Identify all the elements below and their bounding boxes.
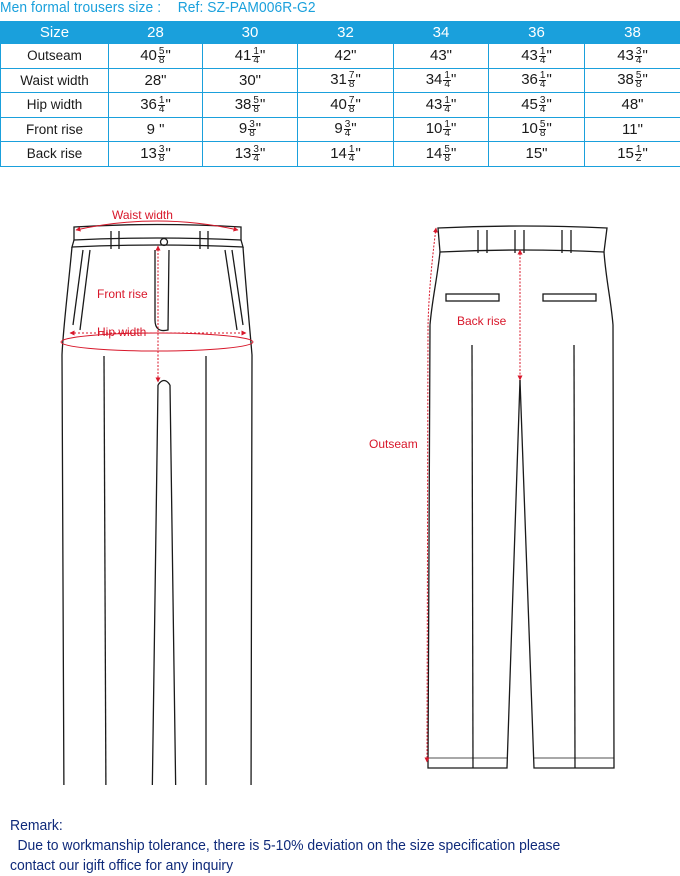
fraction-numerator: 1 — [253, 45, 259, 57]
size-row — [1, 44, 680, 69]
inch-mark: " — [446, 47, 452, 65]
hip-width-ellipse — [61, 333, 253, 351]
fraction-numerator: 5 — [539, 119, 546, 131]
measurement-cell — [109, 68, 203, 93]
measurement-cell — [585, 68, 680, 93]
whole-value: 15 — [617, 144, 634, 162]
inch-mark: " — [255, 120, 262, 138]
front-view-trousers — [62, 225, 252, 786]
remark-section — [10, 816, 560, 876]
size-row — [1, 117, 680, 142]
measurement-cell — [394, 68, 489, 93]
inch-mark: " — [355, 95, 361, 113]
whole-value: 14 — [425, 144, 443, 162]
front-crease-left — [104, 356, 106, 785]
whole-value: 38 — [234, 95, 252, 113]
fraction-numerator: 1 — [444, 119, 450, 131]
measurement-cell — [585, 117, 680, 142]
fraction-numerator: 3 — [158, 143, 165, 155]
measurement-cell — [298, 93, 394, 118]
measurement-cell — [585, 93, 680, 118]
whole-value: 14 — [330, 144, 347, 162]
measurement-cell — [109, 44, 203, 69]
back-rise-label: Back rise — [457, 314, 507, 328]
remark-title: Remark: — [10, 817, 63, 834]
fraction-denominator: 8 — [348, 79, 355, 91]
fraction-numerator: 1 — [444, 70, 450, 82]
size-38-header: 38 — [585, 22, 680, 44]
measurement-cell — [489, 44, 585, 69]
whole-value: 13 — [234, 144, 252, 162]
fraction-denominator: 2 — [635, 152, 642, 164]
fraction — [443, 121, 451, 138]
size-32-header: 32 — [298, 22, 394, 44]
fraction-denominator: 4 — [253, 152, 259, 164]
measurement-cell — [394, 142, 489, 167]
measurement-cell — [298, 44, 394, 69]
front-pocket-left — [73, 250, 90, 330]
measurement-cell — [203, 68, 298, 93]
fraction-denominator: 4 — [344, 128, 351, 140]
front-rise-label: Front rise — [97, 287, 148, 301]
fraction-denominator: 4 — [253, 54, 259, 66]
size-36-header: 36 — [489, 22, 585, 44]
measurement-cell — [298, 117, 394, 142]
whole-value: 15 — [525, 145, 543, 163]
inch-mark: " — [546, 120, 552, 138]
inch-mark: " — [259, 95, 266, 113]
fraction-numerator: 5 — [635, 70, 642, 82]
back-pocket-right — [543, 294, 596, 301]
back-belt-loop-right — [562, 230, 571, 253]
header-title: Men formal trousers size : — [0, 0, 162, 16]
measurement-cell — [109, 142, 203, 167]
size-row — [1, 142, 680, 167]
fraction — [443, 72, 451, 89]
inch-mark: " — [450, 95, 457, 113]
whole-value: 10 — [425, 120, 443, 138]
fraction-denominator: 8 — [249, 128, 255, 140]
fraction-numerator: 5 — [253, 94, 259, 106]
trousers-diagram — [0, 195, 680, 785]
fraction-numerator: 1 — [444, 94, 450, 106]
whole-value: 9 — [334, 120, 343, 138]
fraction-denominator: 4 — [635, 54, 642, 66]
row-label: Back rise — [1, 142, 109, 167]
front-waistband-lower — [72, 240, 243, 247]
front-belt-loop-left — [111, 231, 119, 249]
inch-mark: " — [159, 120, 165, 138]
measurement-cell — [298, 142, 394, 167]
fraction — [252, 143, 260, 164]
back-right-leg — [520, 252, 614, 768]
measurement-cell — [203, 44, 298, 69]
waist-width-arrow — [76, 221, 238, 230]
inch-mark: " — [642, 46, 648, 64]
whole-value: 10 — [521, 120, 538, 138]
whole-value: 30 — [238, 71, 256, 89]
fraction-denominator: 4 — [539, 103, 546, 115]
whole-value: 48 — [621, 96, 639, 114]
fraction-numerator: 1 — [635, 143, 642, 155]
fraction-numerator: 3 — [344, 119, 351, 131]
waist-width-label: Waist width — [112, 208, 173, 222]
fraction-numerator: 7 — [348, 94, 355, 106]
whole-value: 36 — [521, 71, 538, 89]
size-column-header: Size — [1, 22, 109, 44]
measurement-cell — [203, 93, 298, 118]
size-table — [0, 21, 680, 167]
back-crease-left — [472, 345, 473, 768]
inch-mark: " — [259, 46, 266, 64]
inch-mark: " — [355, 71, 361, 89]
measurement-cell — [489, 93, 585, 118]
size-header-row — [1, 22, 680, 44]
size-34-header: 34 — [394, 22, 489, 44]
whole-value: 42 — [334, 47, 352, 65]
inch-mark: " — [542, 145, 548, 163]
measurement-cell — [298, 68, 394, 93]
measurement-cell — [109, 93, 203, 118]
fraction-numerator: 5 — [444, 143, 450, 155]
whole-value: 34 — [425, 71, 443, 89]
fraction-numerator: 3 — [249, 119, 255, 131]
whole-value: 38 — [617, 71, 634, 89]
inch-mark: " — [165, 46, 171, 64]
inch-mark: " — [637, 120, 643, 138]
fraction-denominator: 8 — [444, 152, 450, 164]
fraction — [443, 143, 451, 164]
front-crotch — [158, 381, 170, 386]
fraction-denominator: 4 — [348, 152, 355, 164]
fraction-numerator: 3 — [635, 45, 642, 57]
front-waistband — [74, 225, 241, 241]
whole-value: 43 — [429, 47, 447, 65]
inch-mark: " — [351, 120, 357, 138]
whole-value: 13 — [140, 144, 157, 162]
inch-mark: " — [450, 120, 457, 138]
whole-value: 31 — [330, 71, 347, 89]
measurement-cell — [489, 117, 585, 142]
inch-mark: " — [255, 71, 261, 89]
fraction-denominator: 4 — [539, 54, 546, 66]
back-waistband — [438, 226, 607, 252]
inch-mark: " — [546, 95, 552, 113]
size-28-header: 28 — [109, 22, 203, 44]
page-header — [0, 0, 626, 20]
row-label: Waist width — [1, 68, 109, 93]
row-label: Hip width — [1, 93, 109, 118]
measurement-cell — [203, 142, 298, 167]
measurement-cell — [203, 117, 298, 142]
fraction-numerator: 1 — [539, 45, 546, 57]
inch-mark: " — [450, 144, 457, 162]
fraction-denominator: 4 — [539, 79, 546, 91]
hip-width-label: Hip width — [97, 325, 147, 339]
outseam-label: Outseam — [369, 437, 418, 451]
size-30-header: 30 — [203, 22, 298, 44]
inch-mark: " — [165, 144, 171, 162]
fraction-denominator: 8 — [253, 103, 259, 115]
inch-mark: " — [546, 46, 552, 64]
measurement-cell — [394, 44, 489, 69]
whole-value: 9 — [146, 120, 160, 138]
front-right-leg — [170, 247, 252, 785]
fly-stitching — [155, 250, 169, 331]
fraction-denominator: 4 — [444, 128, 450, 140]
fraction-denominator: 8 — [348, 103, 355, 115]
header-reference: Ref: SZ-PAM006R-G2 — [177, 0, 316, 16]
whole-value: 28 — [144, 71, 162, 89]
inch-mark: " — [638, 96, 644, 114]
whole-value: 43 — [617, 46, 634, 64]
fraction-denominator: 4 — [158, 103, 165, 115]
whole-value: 11 — [622, 120, 638, 138]
inch-mark: " — [642, 71, 648, 89]
measurement-cell — [394, 93, 489, 118]
whole-value: 41 — [234, 46, 252, 64]
inch-mark: " — [351, 47, 357, 65]
fraction-denominator: 8 — [158, 152, 165, 164]
fraction-denominator: 4 — [444, 79, 450, 91]
fraction-numerator: 5 — [158, 45, 165, 57]
measurement-cell — [489, 142, 585, 167]
row-label: Front rise — [1, 117, 109, 142]
inch-mark: " — [161, 71, 167, 89]
whole-value: 43 — [425, 95, 443, 113]
whole-value: 43 — [521, 46, 538, 64]
back-belt-loop-left — [478, 230, 487, 253]
measurement-cell — [585, 142, 680, 167]
inch-mark: " — [546, 71, 552, 89]
remark-line-1: Due to workmanship tolerance, there is 5-10% deviation on the size specification please — [17, 837, 561, 854]
fraction-numerator: 3 — [253, 143, 259, 155]
fraction-denominator: 4 — [444, 103, 450, 115]
size-row — [1, 68, 680, 93]
whole-value: 45 — [521, 95, 538, 113]
back-crease-right — [574, 345, 575, 768]
back-pocket-left — [446, 294, 499, 301]
fraction-numerator: 7 — [348, 70, 355, 82]
inch-mark: " — [259, 144, 266, 162]
fraction-denominator: 8 — [635, 79, 642, 91]
whole-value: 9 — [238, 120, 248, 138]
fraction-denominator: 8 — [158, 54, 165, 66]
measurement-cell — [394, 117, 489, 142]
back-view-trousers — [428, 226, 614, 768]
inch-mark: " — [642, 144, 648, 162]
fraction — [443, 94, 451, 115]
size-row — [1, 93, 680, 118]
front-pocket-right — [225, 250, 243, 330]
inch-mark: " — [165, 95, 171, 113]
fraction-numerator: 1 — [348, 143, 355, 155]
inch-mark: " — [355, 144, 361, 162]
whole-value: 36 — [140, 95, 157, 113]
back-measurements — [427, 228, 520, 762]
fraction-numerator: 1 — [158, 94, 165, 106]
measurement-cell — [109, 117, 203, 142]
measurement-cell — [489, 68, 585, 93]
fraction-numerator: 3 — [539, 94, 546, 106]
row-label: Outseam — [1, 44, 109, 69]
whole-value: 40 — [140, 46, 157, 64]
fraction — [252, 94, 260, 115]
fraction-denominator: 8 — [539, 128, 546, 140]
inch-mark: " — [450, 71, 457, 89]
measurement-cell — [585, 44, 680, 69]
fraction — [252, 45, 260, 66]
back-left-leg — [428, 252, 520, 768]
fraction — [248, 121, 256, 138]
remark-line-2: contact our igift office for any inquiry — [10, 857, 234, 874]
whole-value: 40 — [330, 95, 347, 113]
fraction-numerator: 1 — [539, 70, 546, 82]
